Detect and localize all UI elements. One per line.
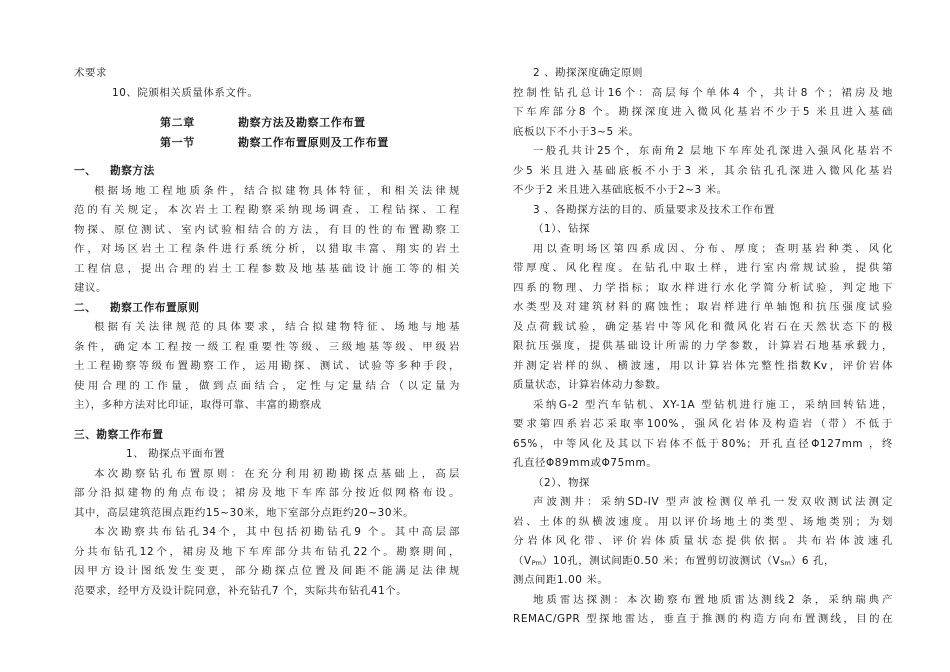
paragraph-line: 作，对场区岩土工程条件进行系统分析，以猎取丰富、翔实的岩土 (74, 243, 460, 255)
paragraph-line: 其中，高层建筑范围点距约15~30米，地下室部分点距约20~30米。 (74, 506, 415, 519)
heading-title: 勘察方法 (110, 165, 155, 177)
paragraph-line: 主），多种方法对比印证，取得可靠、丰富的勘察成 (74, 399, 322, 411)
text-run: ）6 孔， (790, 554, 835, 567)
paragraph-line: 带厚度、风化程度。在钻孔中取土样，进行室内常规试验，提供第 (513, 262, 893, 274)
subscript: Sm (780, 558, 791, 567)
paragraph-line: 下车库部分8 个。勘探深度进入微风化基岩不少于5 米且进入基础 (513, 106, 893, 118)
heading-number: 二、 (74, 301, 97, 314)
paragraph-line: 条件，确定本工程按一级工程重要性等级、三级地基等级、甲级岩 (74, 340, 460, 353)
text-run: ）10孔，测试间距0.50 米；布置剪切波测试（V (541, 554, 781, 567)
paragraph-line: 根据场地工程地质条件，结合拟建物具体特征，和相关法律规 (94, 184, 460, 197)
chapter-title: 勘察方法及勘察工作布置 (238, 116, 366, 129)
paragraph-line: 测点间距1.00 米。 (513, 574, 609, 586)
subheading-depth: 2 、勘探深度确定原则 (533, 67, 644, 79)
text-line: 10、院颁相关质量体系文件。 (112, 86, 259, 99)
heading-title: 勘察工作布置原则 (110, 301, 200, 314)
paragraph-line: 控制性钻孔总计16个：高层每个单体4 个，共计8 个；裙房及地 (513, 86, 893, 99)
section-number: 第一节 (160, 135, 195, 149)
section-heading (74, 133, 460, 153)
paragraph-line: 要求第四系岩芯采取率100%，强风化岩体及构造岩（带）不低于 (513, 418, 893, 430)
paragraph-line: 一般孔共计25个，东南角2 层地下车库处孔深进入强风化基岩不 (533, 145, 893, 157)
paragraph-line: 部分沿拟建物的角点布设；裙房及地下车库部分按近似网格布设。 (74, 487, 460, 499)
paragraph-line: 质量状态，计算岩体动力参数。 (513, 379, 667, 391)
paragraph-line: 本次勘察钻孔布置原则：在充分利用初勘勘探点基础上，高层 (94, 467, 460, 480)
paragraph-line: 声波测井：采纳SD-IV 型声波检测仪单孔一发双收测试法测定 (533, 496, 893, 508)
left-column (74, 64, 460, 601)
section-title: 勘察工作布置原则及工作布置 (238, 135, 389, 149)
paragraph-line: 分岩体风化带、评价岩体质量状态提供依据。共布岩体波速孔 (513, 535, 893, 547)
paragraph-line (513, 552, 893, 572)
paragraph-line: 及点荷载试验，确定基岩中等风化和微风化岩石在天然状态下的极 (513, 320, 893, 333)
paragraph-line: 限抗压强度，提供基础设计所需的力学参数，计算岩石地基承载力， (513, 340, 893, 352)
paragraph-line: 建议。 (74, 282, 107, 294)
paragraph-line: 使用合理的工作量，做到点面结合，定性与定量结合（以定量为 (74, 379, 460, 392)
chapter-heading (74, 113, 460, 133)
paragraph-line: 本次勘察共布钻孔34个，其中包括初勘钻孔9 个。其中高层部 (94, 526, 460, 538)
subheading-plan-layout: 1、 勘探点平面布置 (126, 448, 226, 460)
paragraph-line: 地质雷达探测：本次勘察布置地质雷达测线2 条，采纳瑞典产 (533, 593, 893, 606)
right-column (513, 64, 893, 630)
paragraph-line: 65%，中等风化及其以下岩体不低于80%；开孔直径Φ127mm ，终 (513, 437, 893, 450)
paragraph-line: 岩、土体的纵横波速度。用以评价场地土的类型、场地类别；为划 (513, 515, 893, 528)
subscript: Pm (531, 558, 542, 567)
paragraph-line: 物探、原位测试、室内试验相结合的方法，有目的性的布置勘察工 (74, 223, 460, 236)
paragraph-line: 根据有关法律规范的具体要求，结合拟建物特征、场地与地基 (94, 321, 460, 333)
paragraph-line: 范的有关规定，本次岩土工程勘察采纳现场调查、工程钻探、工程 (74, 204, 460, 216)
paragraph-line: 水类型及对建筑材料的腐蚀性；取岩样进行单轴饱和抗压强度试验 (513, 301, 893, 313)
paragraph-line: 采纳G-2 型汽车钻机、XY-1A 型钻机进行施工，采纳回转钻进， (533, 398, 893, 411)
paragraph-line: 工程信息，提出合理的岩土工程参数及地基基础设计施工等的相关 (74, 262, 460, 275)
paragraph-line: 底板以下不小于3~5 米。 (513, 125, 640, 138)
paragraph-line: 用以查明场区第四系成因、分布、厚度；查明基岩种类、风化 (533, 242, 893, 255)
paragraph-line: 因甲方设计图纸发生变更，部分勘探点位置及间距不能满足法律规 (74, 565, 460, 577)
paragraph-line: 不少于2 米且进入基础底板不小于2~3 米。 (513, 184, 728, 196)
heading-layout: 三、勘察工作布置 (74, 428, 164, 441)
paragraph-line: REMAC/GPR 型探地雷达，垂直于推测的构造方向布置测线，目的在 (513, 613, 893, 625)
paragraph-line: 四系的物理、力学指标；取水样进行水化学简分析试验，判定地下 (513, 281, 893, 294)
heading-number: 一、 (74, 165, 97, 177)
text-run: （V (513, 554, 532, 567)
text-line: 术要求 (74, 67, 107, 79)
paragraph-line: 并测定岩样的纵、横波速，用以计算岩体完整性指数Kv，评价岩体 (513, 359, 893, 372)
paragraph-line: 孔直径Φ89mm或Φ75mm。 (513, 457, 658, 469)
subheading-purpose: 3 、各勘探方法的目的、质量要求及技术工作布置 (533, 203, 775, 216)
chapter-number: 第二章 (160, 116, 195, 129)
heading-methods (74, 162, 460, 182)
paragraph-line: 分共布钻孔12个，裙房及地下车库部分共布钻孔22个。勘察期间， (74, 545, 460, 558)
paragraph-line: 土工程勘察等级布置勘察工作，运用勘探、测试、试验等多种手段， (74, 360, 460, 372)
heading-principles (74, 299, 460, 319)
subheading-geophysics: （2）、物探 (533, 476, 590, 489)
paragraph-line: 少5 米且进入基础底板不小于3 米，其余钻孔孔深进入微风化基岩 (513, 164, 893, 177)
paragraph-line: 范要求，经甲方及设计院同意，补充钻孔7 个，实际共布钻孔41个。 (74, 584, 408, 597)
subheading-drilling: （1）、钻探 (533, 223, 590, 235)
